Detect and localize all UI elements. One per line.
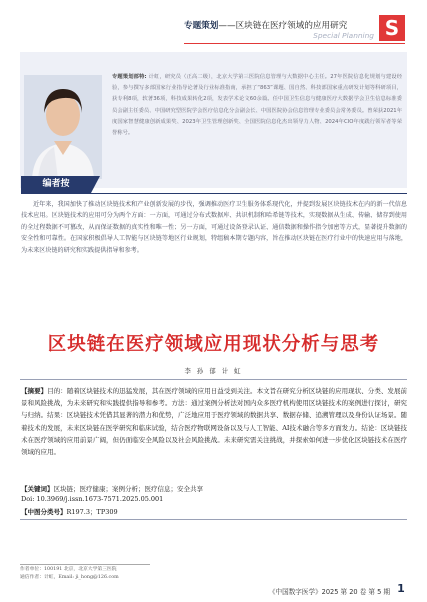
abstract-label: 【摘要】 [21,387,48,395]
clc-text: R197.3；TP309 [66,508,118,516]
keywords-label: 【关键词】 [21,485,54,493]
abstract-rule-bottom [20,519,407,520]
article-authors: 李 孙 郁 计 虹 [184,367,243,375]
abstract-rule-top [20,379,407,380]
expert-photo [24,75,102,179]
editor-note-label: 编者按 [21,176,91,193]
column-topic: ——区块链在医疗领域的应用研究 [218,21,348,31]
running-header [184,19,347,31]
column-english: Special Planning [313,31,374,40]
article-title: 区块链在医疗领域应用现状分析与思考 [47,334,380,355]
column-name: 专题策划 [184,21,219,31]
keywords [21,483,407,495]
abstract-text: 目的：随着区块链技术的迅猛发展，其在医疗领域的应用日益受到关注。本文旨在研究分析区块链的应用现状、分类、发展前景和风险挑战，为未来研究和实践提供指导和参考。方法：通过案例分析法对国内众多医疗机构使用区块链技术的案例进行探讨，研究与归纳。结果：区块链技术凭借其显著的潜力和优势，广泛地应用于医疗领域的数据共享、数据存储、追溯管理以及身份认证场景。随着技术的发展，未来区块链在医学研究和临床试验，结合医疗物联网设备以及与人工智能、AI技术融合等多方面发力。结论：区块链技术在医疗领域的应用前景广阔，但仍面临安全风险以及社会风险挑战。未来研究需关注挑战，并探索如何进一步优化区块链技术在医疗领域的应用。 [21,387,408,457]
editor-label-tail [91,176,100,193]
expert-bio-text: 计虹，研究员（正高二级），北京大学第三医院信息管理与大数据中心主任。27年医院信息化规划与建设经验，参与撰写多部国家行业指导论著及行业标准指南，承担了“863”课题、国自然、科技部国家重点研发计划等科研项目，获专利8项，软著36项，科技成果转化2项，发表学术论文60余篇。任中国卫生信息与健康医疗大数据学会卫生信息标准委员会副主任委员、中国研究型医院学会医疗信息化分会副会长、中国医院协会信息管理专业委员会常务委员。曾荣获2021年度国家智慧健康创新成果奖、2023年卫生管理创新奖、全国医院信息化杰出领导力人物、2024年CIO年度践行领军者等荣誉称号。 [112,74,403,137]
footnote-affiliation: 作者单位：100191 北京，北京大学第三医院 [20,567,117,572]
expert-bio-head: 专题策划部特: [112,74,149,80]
clc-label: 【中图分类号】 [21,508,67,516]
expert-bio [112,72,402,139]
journal-footer: 《中国数字医学》2025 第 20 卷 第 5 期 [268,588,390,596]
editor-note-text: 近年来，我国加快了推动区块链技术和产业创新发展的步伐，强调推动医疗卫生服务体系现代化，并提到发展区块链技术在内的新一代信息技术应用。区块链技术的应用可分为两个方面：一方面，可通过分布式数据库、共识机制和哈希链等技术，实现数据从生成、传输、储存到使用的全过程数据不可篡改，从而保证数据的真实性和唯一性；另一方面，可通过设备登录认证、通信数据和操作指令加密等方式，显著提升数据的安全性和可靠性。在国家积极倡导人工智能与区块链等地区行业规划，特组稿本期专题内容，旨在推动区块链在医疗行业中的快速应用与落地，为未来区块链的研究和实践提供指导和参考。 [21,201,407,254]
special-planning-badge: S [379,15,405,41]
footnote [20,566,320,582]
clc-number [21,507,407,516]
footnote-rule [20,564,150,565]
footnote-corresponding: 通信作者：计虹，Email: ji_hong@126.com [20,574,119,580]
portrait-image [24,75,102,179]
doi: Doi: 10.3969/j.issn.1673-7571.2025.05.001 [21,495,164,503]
abstract [21,385,407,458]
page-number: 1 [397,582,405,595]
editor-rule [21,193,407,194]
keywords-text: 区块链；医疗健康；案例分析；医疗信息；安全共享 [53,485,203,493]
header-rule [184,43,405,44]
